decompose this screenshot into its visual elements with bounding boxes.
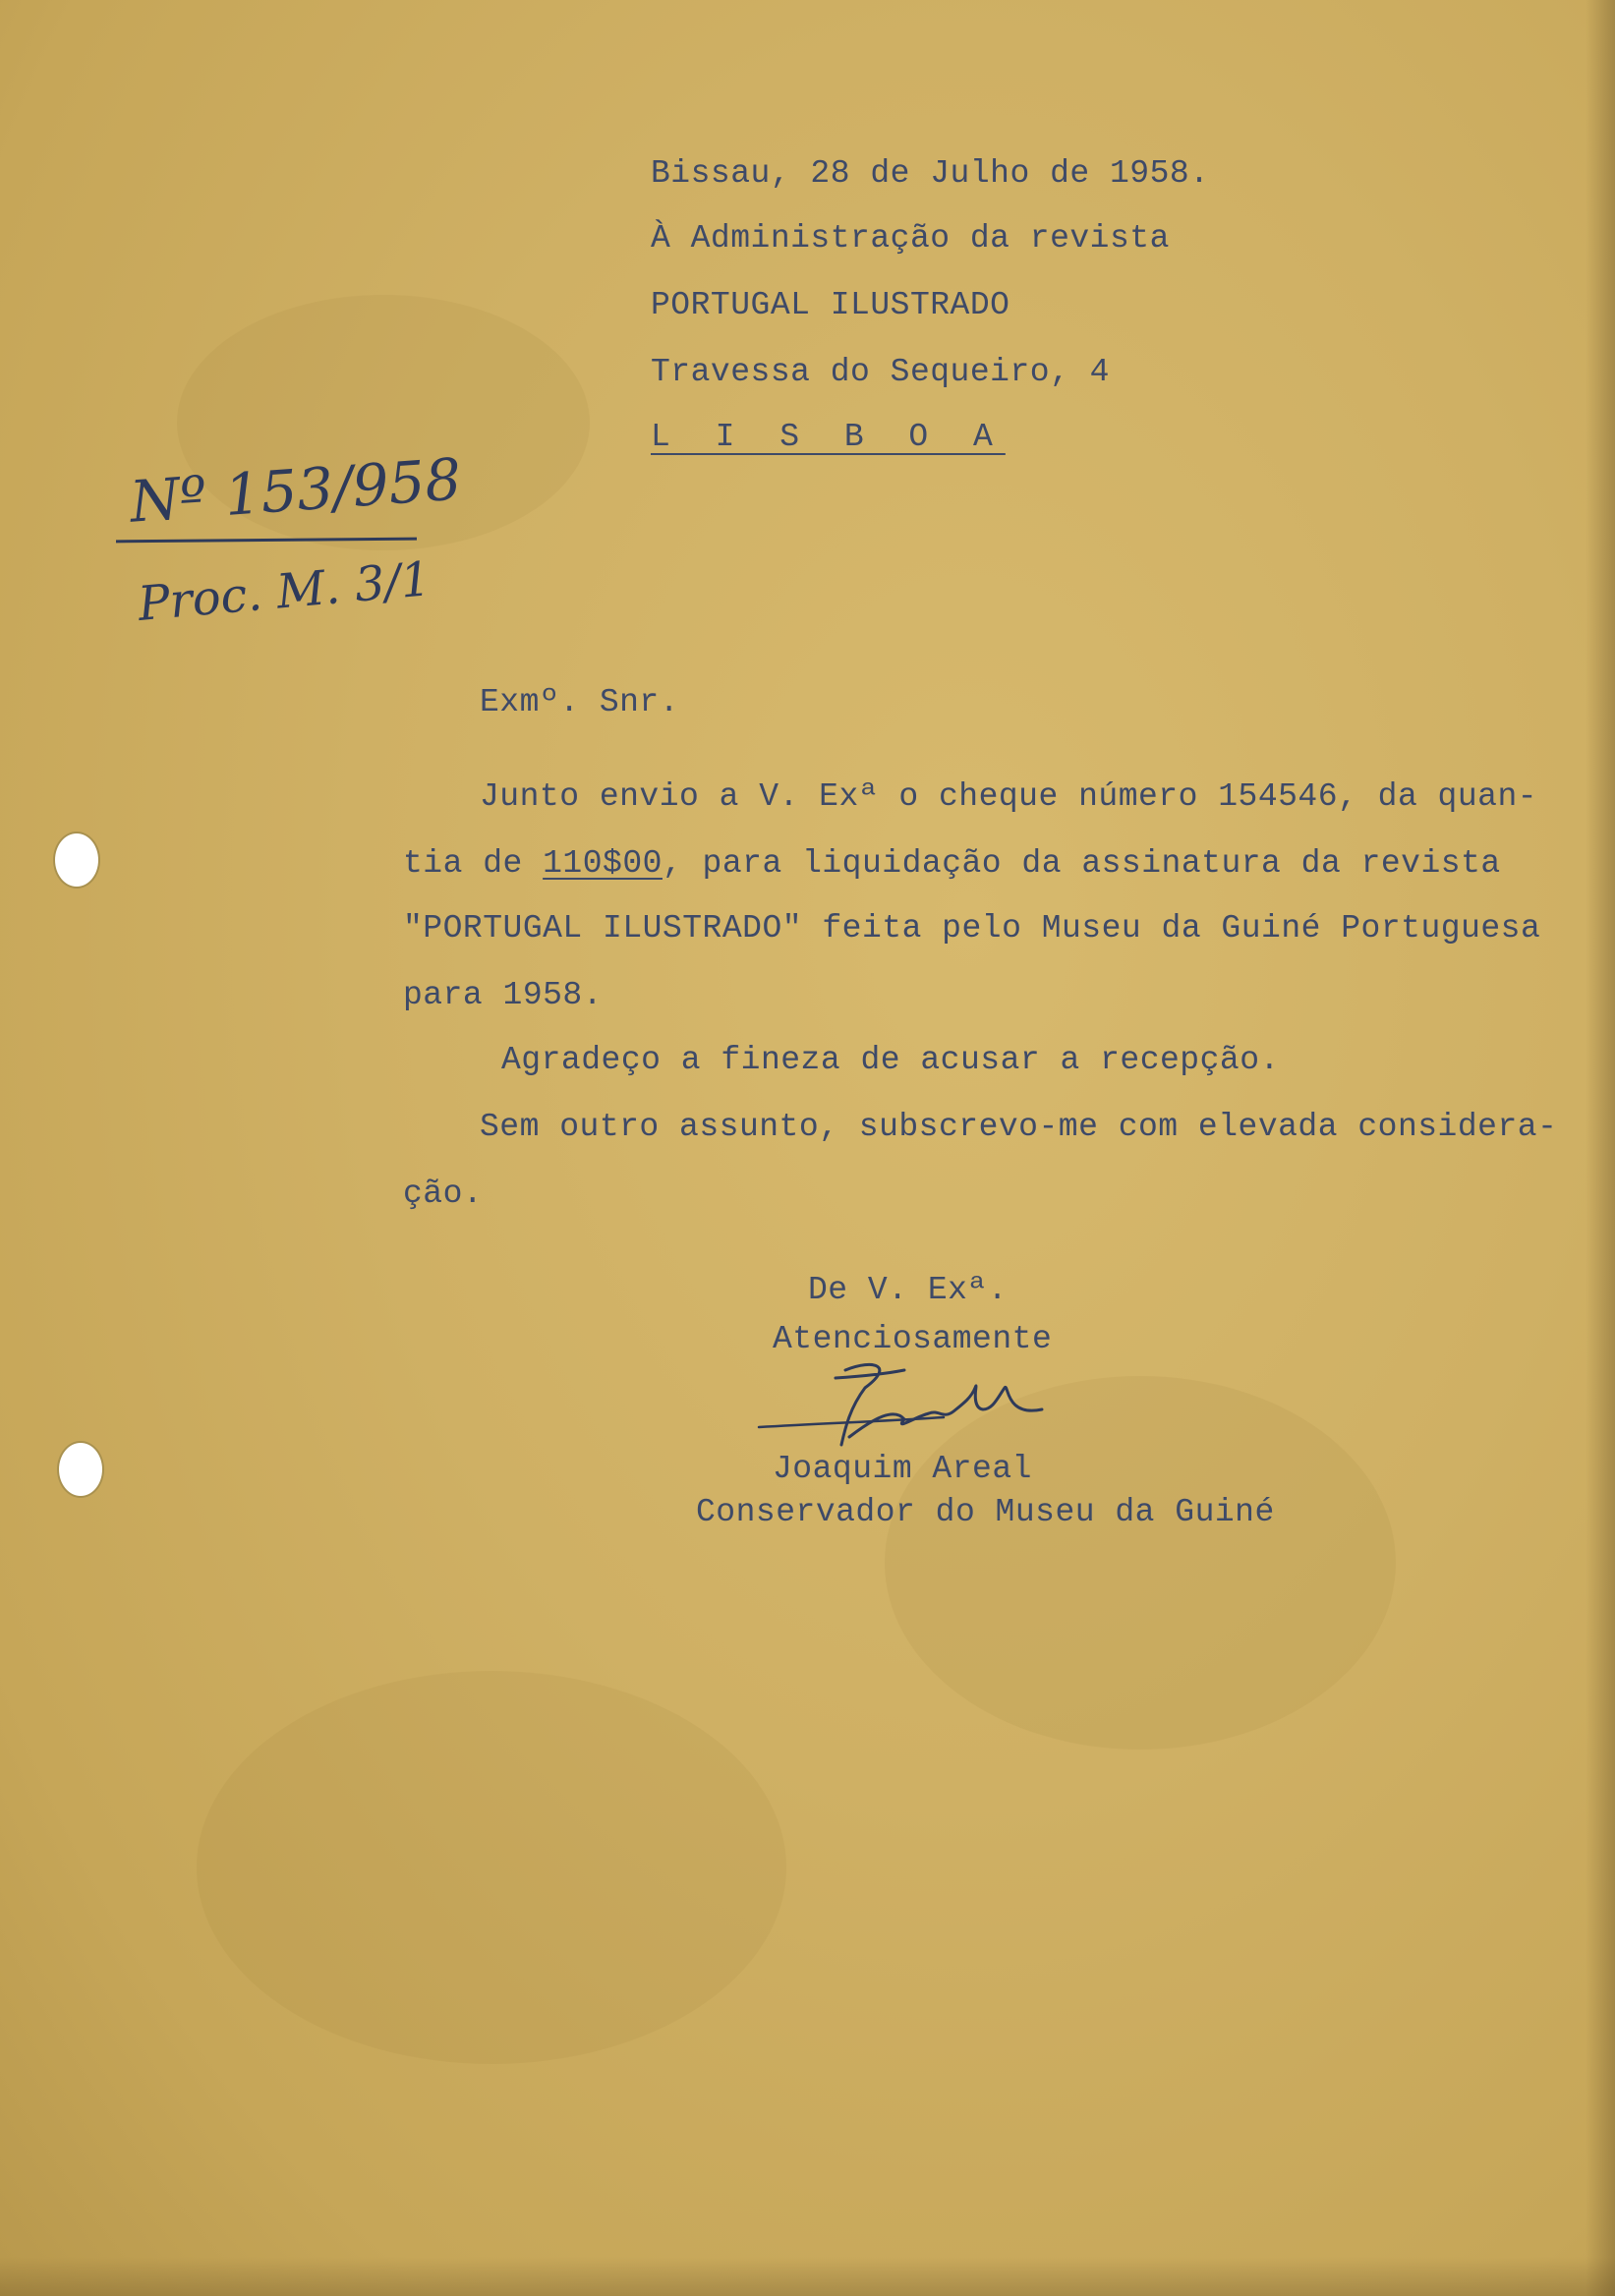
payment-amount: 110$00 xyxy=(543,845,663,882)
addressee-line-1: À Administração da revista xyxy=(651,220,1170,257)
address-city: L I S B O A xyxy=(651,419,1006,455)
closing-line-2: Atenciosamente xyxy=(773,1321,1053,1357)
paragraph-1-line-1: Junto envio a V. Exª o cheque número 154546, da quan- xyxy=(480,778,1538,815)
paper-stain xyxy=(197,1671,786,2064)
signer-title: Conservador do Museu da Guiné xyxy=(696,1494,1275,1530)
reference-number: Nº 153/958 xyxy=(128,445,464,536)
paragraph-3-line-2: ção. xyxy=(403,1176,484,1212)
date-line: Bissau, 28 de Julho de 1958. xyxy=(651,155,1210,192)
salutation: Exmº. Snr. xyxy=(480,684,680,720)
paragraph-1-line-4: para 1958. xyxy=(403,977,604,1013)
paragraph-1-line-2-end: , para liquidação da assinatura da revista xyxy=(662,845,1501,882)
paragraph-3-line-1: Sem outro assunto, subscrevo-me com elevada considera- xyxy=(480,1109,1558,1145)
paragraph-1-line-2 xyxy=(403,847,1501,880)
paper-edge-shadow xyxy=(1586,0,1615,2296)
punch-hole-top xyxy=(53,832,100,889)
addressee-line-2: PORTUGAL ILUSTRADO xyxy=(651,287,1010,323)
punch-hole-bottom xyxy=(57,1441,104,1498)
filing-note: Proc. M. 3/1 xyxy=(136,551,433,632)
signer-name: Joaquim Areal xyxy=(773,1451,1032,1487)
address-street: Travessa do Sequeiro, 4 xyxy=(651,354,1110,390)
paragraph-1-line-3: "PORTUGAL ILUSTRADO" feita pelo Museu da Guiné Portuguesa xyxy=(403,910,1541,947)
paper-bottom-shadow xyxy=(0,2257,1615,2296)
paragraph-2: Agradeço a fineza de acusar a recepção. xyxy=(501,1042,1280,1078)
closing-line-1: De V. Exª. xyxy=(808,1272,1009,1308)
paragraph-1-line-2-start: tia de xyxy=(403,845,544,882)
signature xyxy=(747,1349,1062,1466)
